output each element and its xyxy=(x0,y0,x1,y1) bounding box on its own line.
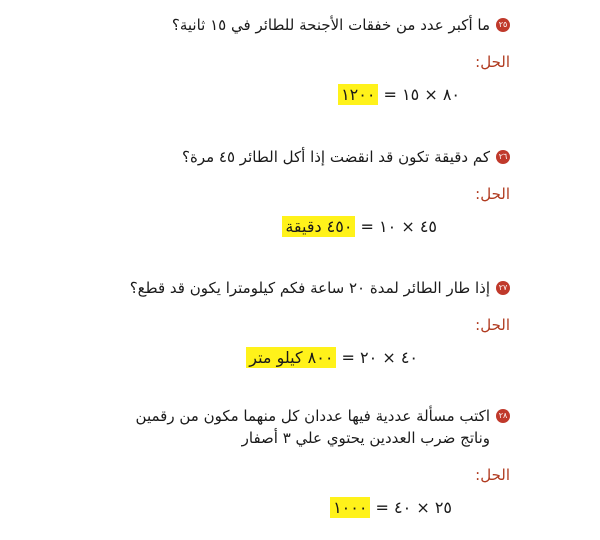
question-text-block xyxy=(136,405,490,449)
problem-25 xyxy=(90,14,510,106)
question-text: إذا طار الطائر لمدة ٢٠ ساعة فكم كيلومترا يكون قد قطع؟ xyxy=(129,279,490,297)
question-text-line-1: اكتب مسألة عددية فيها عددان كل منهما مكون من رقمين xyxy=(135,407,490,425)
equation: ٨٠ × ١٥ = xyxy=(383,85,460,104)
highlighted-answer: ٤٥٠ دقيقة xyxy=(282,216,355,237)
equation: ٤٠ × ٢٠ = xyxy=(341,348,418,367)
highlighted-answer: ٨٠٠ كيلو متر xyxy=(246,347,336,368)
question-text: ما أكبر عدد من خفقات الأجنحة للطائر في ١٥ ثانية؟ xyxy=(171,16,490,34)
problem-number-badge: ٢٦ xyxy=(496,150,510,164)
solution-label: الحل: xyxy=(475,53,510,71)
problem-number-badge: ٢٨ xyxy=(496,409,510,423)
question-line xyxy=(90,14,510,36)
highlighted-answer: ١٠٠٠ xyxy=(330,497,370,518)
solution-label: الحل: xyxy=(475,466,510,484)
problem-number-badge: ٢٥ xyxy=(496,18,510,32)
problem-28 xyxy=(90,405,510,519)
equation-line xyxy=(90,216,510,238)
equation-line xyxy=(90,497,510,519)
problem-number-badge: ٢٧ xyxy=(496,281,510,295)
solution-label: الحل: xyxy=(475,316,510,334)
equation: ٤٥ × ١٠ = xyxy=(360,217,437,236)
problem-26 xyxy=(90,146,510,238)
equation-line xyxy=(90,347,510,369)
equation: ٢٥ × ٤٠ = xyxy=(375,498,452,517)
question-line xyxy=(90,277,510,299)
solution-label: الحل: xyxy=(475,185,510,203)
question-line xyxy=(90,146,510,168)
question-text: كم دقيقة تكون قد انقضت إذا أكل الطائر ٤٥ مرة؟ xyxy=(182,148,490,166)
problem-27 xyxy=(90,277,510,369)
equation-line xyxy=(90,84,510,106)
question-block xyxy=(90,405,510,449)
question-text-line-2: وناتج ضرب العددين يحتوي علي ٣ أصفار xyxy=(241,429,490,447)
highlighted-answer: ١٢٠٠ xyxy=(338,84,378,105)
